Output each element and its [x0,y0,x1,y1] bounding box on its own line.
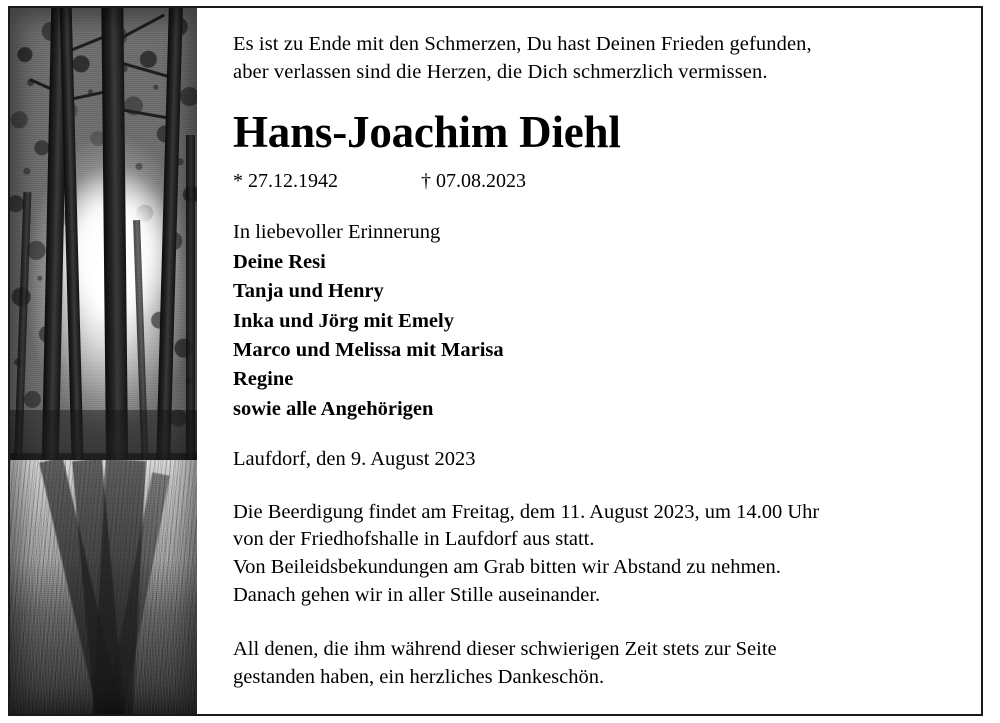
birth-date: * 27.12.1942 [233,169,338,192]
memory-intro: In liebevoller Erinnerung [233,220,441,243]
thanks-line-2: gestanden haben, ein herzliches Dankeschön. [233,665,605,688]
obituary-notice [8,6,983,716]
funeral-line-1: Die Beerdigung findet am Freitag, dem 11. August 2023, um 14.00 Uhr [233,500,820,523]
mourner-item: Inka und Jörg mit Emely [233,309,454,332]
mourner-item: Deine Resi [233,251,326,274]
funeral-details [233,499,947,611]
death-date: † 07.08.2023 [421,169,526,192]
verse-line-1: Es ist zu Ende mit den Schmerzen, Du hast Deinen Frieden gefunden, [233,33,812,55]
deceased-name: Hans-Joachim Diehl [233,106,621,157]
thanks-message [233,636,947,692]
memorial-verse [233,30,947,87]
funeral-line-2: von der Friedhofshalle in Laufdorf aus statt. [233,528,595,551]
verse-line-2: aber verlassen sind die Herzen, die Dich schmerzlich vermissen. [233,61,768,84]
photo-canvas [10,8,197,714]
funeral-line-3: Von Beileidsbekundungen am Grab bitten wir Abstand zu nehmen. [233,556,781,579]
life-dates [233,169,947,193]
mourner-item: sowie alle Angehörigen [233,397,434,420]
mourner-item: Marco und Melissa mit Marisa [233,338,504,361]
mourners-list [233,248,947,424]
mourner-item: Tanja und Henry [233,280,384,303]
place-and-date: Laufdorf, den 9. August 2023 [233,447,476,470]
notice-text-column [197,8,981,714]
thanks-line-1: All denen, die ihm während dieser schwierigen Zeit stets zur Seite [233,638,777,661]
memorial-photo [10,8,197,714]
mourner-item: Regine [233,368,294,391]
funeral-line-4: Danach gehen wir in aller Stille auseinander. [233,584,601,607]
photo-vignette [10,8,197,714]
